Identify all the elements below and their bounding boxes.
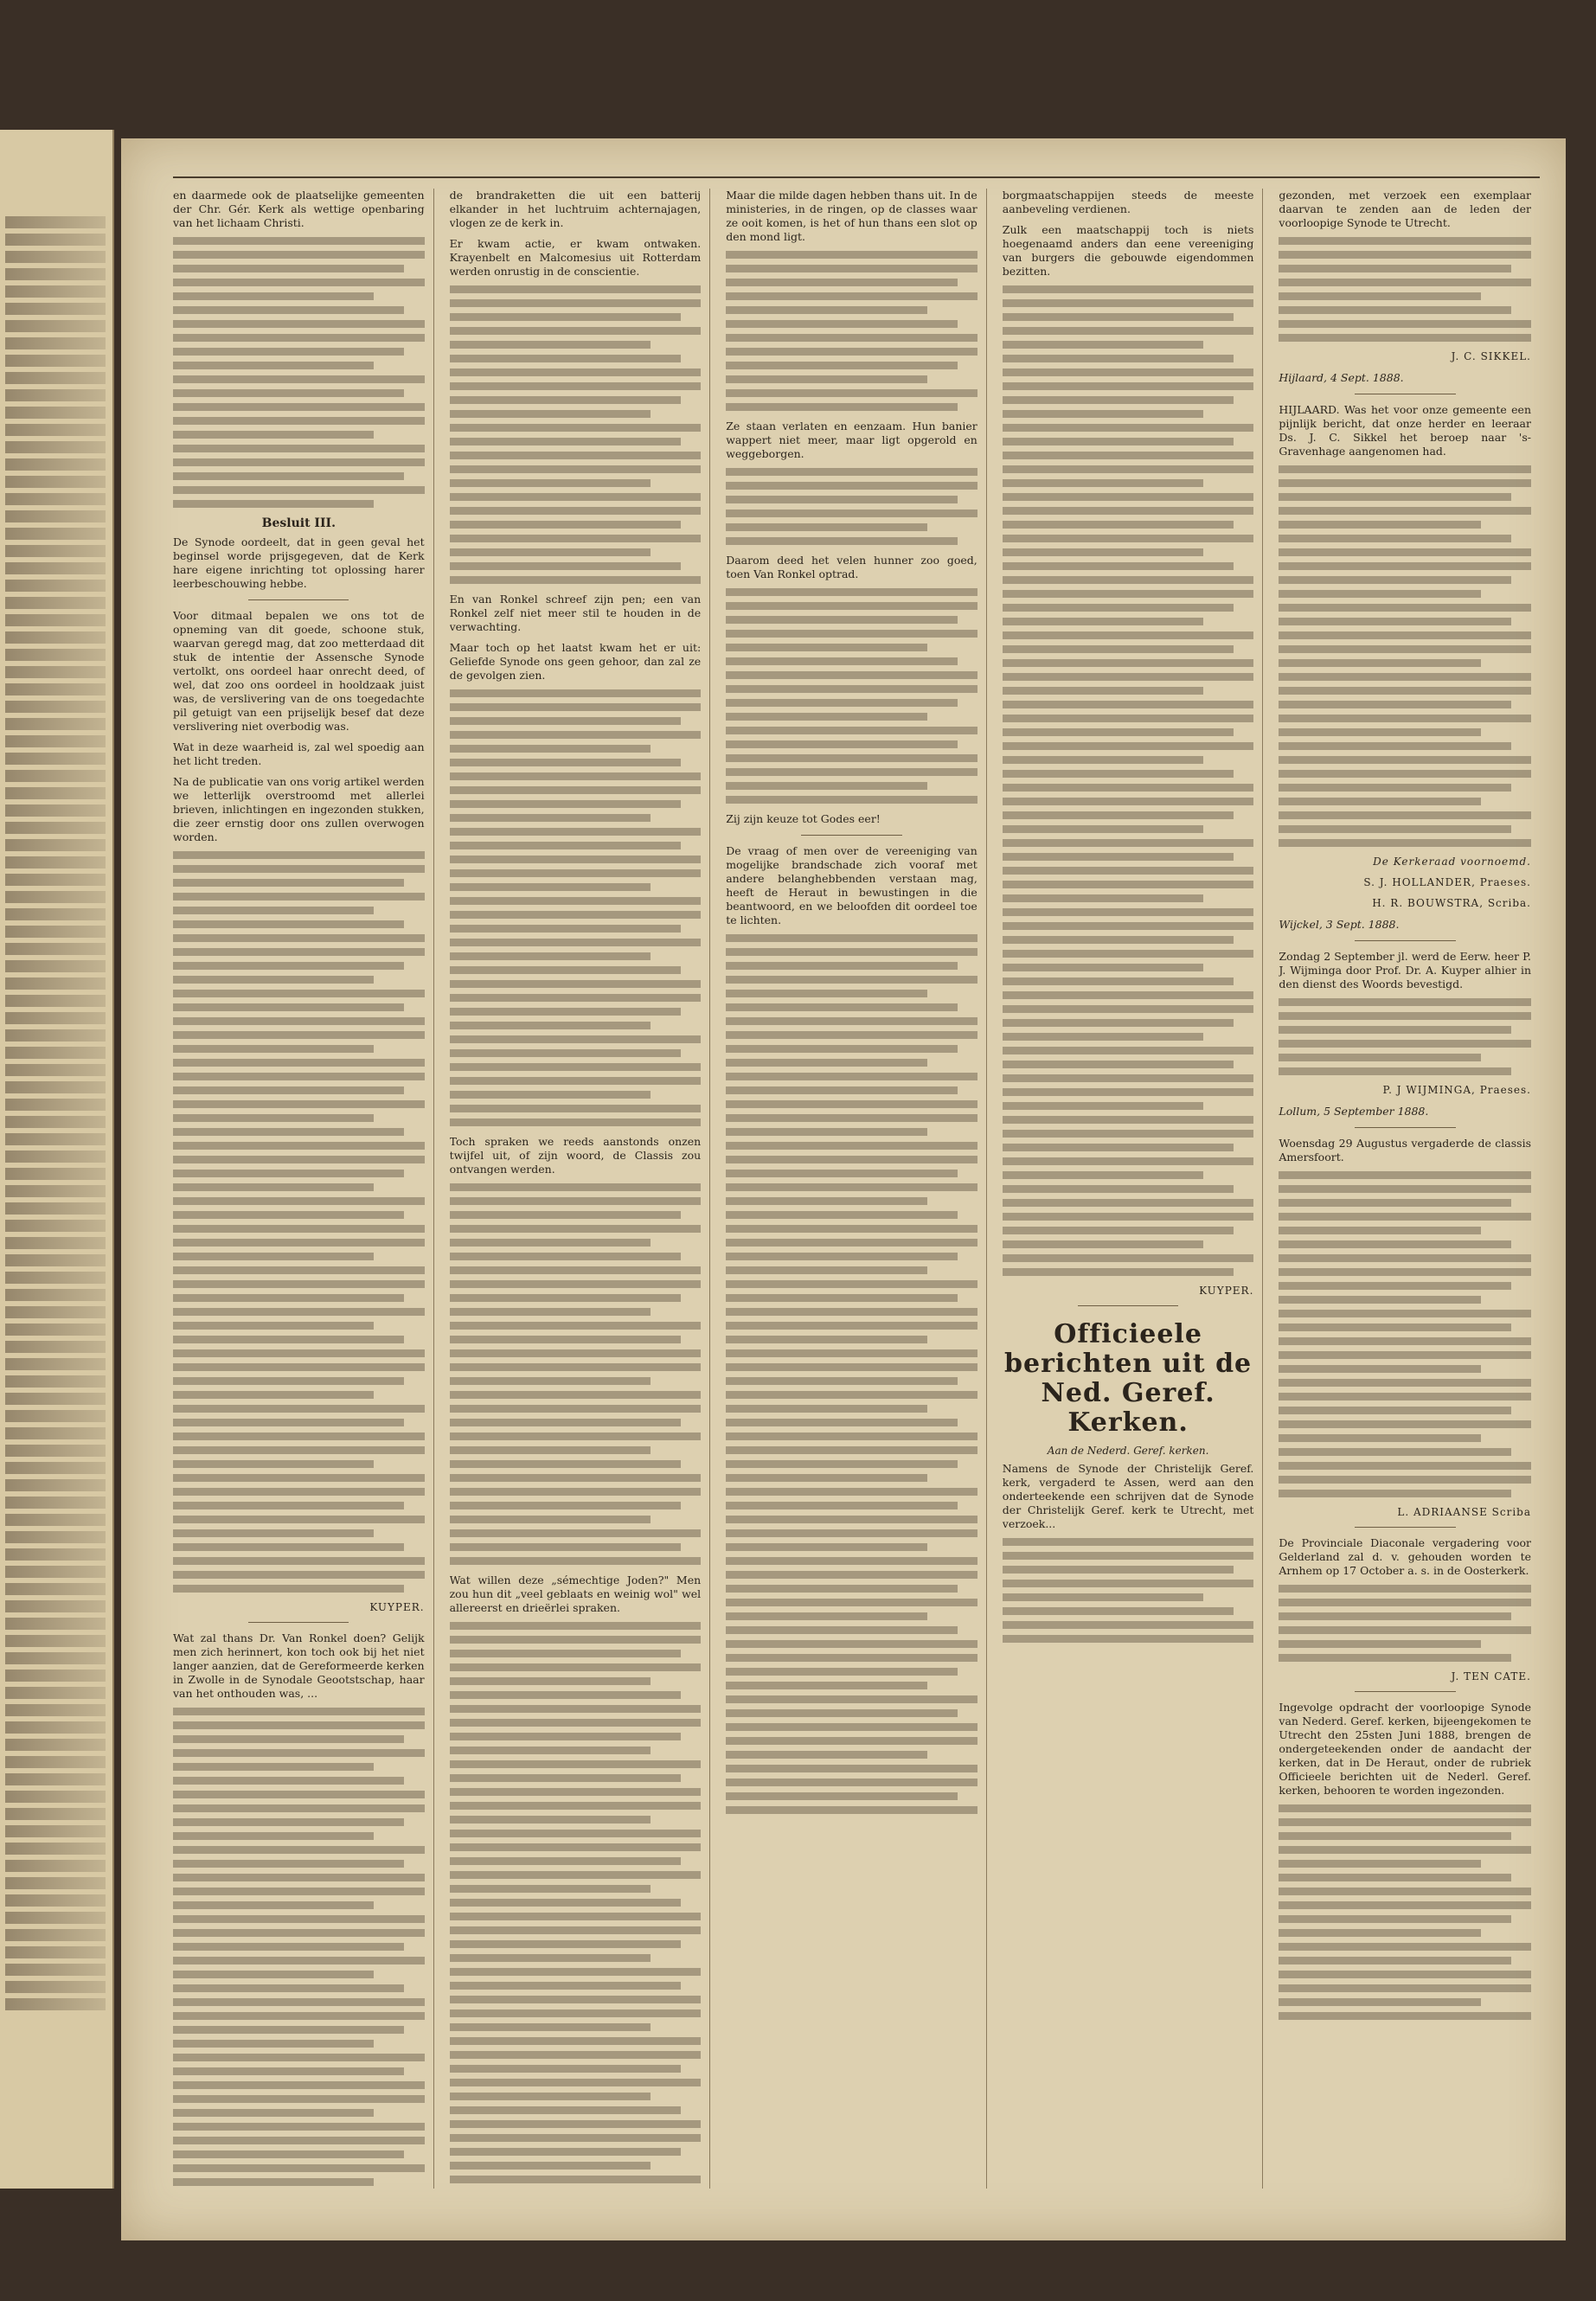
column-2-paragraph: En van Ronkel schreef zijn pen; een van Ronkel zelf niet meer stil te houden in de verwachting. [449, 593, 702, 633]
column-5-text-block [1279, 465, 1531, 847]
column-3-text-block [726, 251, 977, 411]
column-1-paragraph: Voor ditmaal bepalen we ons tot de opneming van dit goede, schoone stuk, waarvan geregd mag, dat zoo metterdaad dit stuk de intentie der Assensche Synode vertolkt, ons oordeel haar onrecht deed, of wel, dat zoo ons oordeel in hooldzaak juist was, de verslivering van de ons toegedachte pil getuigt van een prijselijk besef dat deze verslivering niet overbodig was. [173, 609, 425, 733]
column-4-text-block [1003, 285, 1254, 1276]
signature-ten-cate: J. TEN CATE. [1451, 1670, 1531, 1682]
column-5-text-block [1279, 1171, 1531, 1497]
dateline: Hijlaard, 4 Sept. 1888. [1279, 371, 1404, 384]
column-3-paragraph: Zij zijn keuze tot Godes eer! [726, 812, 881, 825]
divider [1355, 1127, 1456, 1128]
column-5-text-block [1279, 1585, 1531, 1662]
divider [1355, 940, 1456, 941]
column-5-paragraph: Zondag 2 September jl. werd de Eerw. heer P. J. Wijminga door Prof. Dr. A. Kuyper alhier in den dienst des Woords bevestigd. [1279, 950, 1531, 990]
signature-adriaanse: L. ADRIAANSE Scriba [1397, 1506, 1531, 1518]
divider [1355, 1527, 1456, 1528]
column-1-paragraph: Wat zal thans Dr. Van Ronkel doen? Gelijk men zich herinnert, kon toch ook bij het niet langer aanzien, dat de Gereformeerde kerken in Zwolle in de Synodale Geootstschap, haar van het onthouden was, ... [173, 1631, 425, 1700]
column-1-text-block [173, 851, 425, 1593]
column-5-text-block [1279, 998, 1531, 1075]
column-3-paragraph: De vraag of men over de vereeniging van mogelijke brandschade zich vooraf met andere belanghebbenden verstaan mag, heeft de Heraut in bewustingen in die beantwoord, en we beloofden dit oordeel toe te lichten. [726, 844, 977, 926]
adjacent-page-edge [0, 130, 114, 2189]
column-5-text-block [1279, 237, 1531, 342]
official-announcements-title: Officieele berichten uit de Ned. Geref. Kerken. [1004, 1319, 1253, 1438]
text-columns [173, 189, 1540, 2189]
column-3-paragraph: Ze staan verlaten en eenzaam. Hun banier wappert niet meer, maar ligt opgerold en weggeborgen. [726, 420, 977, 460]
column-1-text-block [173, 237, 425, 508]
column-1 [173, 189, 434, 2189]
column-5-paragraph: De Provinciale Diaconale vergadering voor Gelderland zal d. v. gehouden worden te Arnhem op 17 October a. s. in de Oosterkerk. [1279, 1536, 1531, 1577]
signature-kuyper: KUYPER. [369, 1601, 425, 1613]
signature-hollander: S. J. HOLLANDER, Praeses. [1363, 876, 1531, 888]
column-2-paragraph: Maar toch op het laatst kwam het er uit: Geliefde Synode ons geen gehoor, dan zal ze de gevolgen zien. [449, 641, 702, 682]
column-2-paragraph: Toch spraken we reeds aanstonds onzen twijfel uit, of zijn woord, de Classis zou ontvangen werden. [449, 1135, 702, 1176]
divider [248, 599, 349, 600]
column-1-paragraph: Na de publicatie van ons vorig artikel werden we letterlijk overstroomd met allerlei brieven, inlichtingen en ingezonden stukken, die zeer ernstig door ons zullen overwogen worden. [173, 775, 425, 843]
besluit-text: De Synode oordeelt, dat in geen geval het beginsel worde prijsgegeven, dat de Kerk hare eigene inrichting tot oplossing harer leerbeschouwing hebbe. [173, 535, 425, 590]
column-2-text-block [450, 1183, 702, 1565]
column-5-paragraph: Woensdag 29 Augustus vergaderde de classis Amersfoort. [1279, 1137, 1531, 1163]
column-2-text-block [450, 285, 702, 584]
column-5-paragraph: HIJLAARD. Was het voor onze gemeente een pijnlijk bericht, dat onze herder en leeraar Ds. J. C. Sikkel het beroep naar 's-Gravenhage aangenomen had. [1279, 403, 1531, 458]
header-rule [173, 176, 1540, 178]
column-4-paragraph: Zulk een maatschappij toch is niets hoegenaamd anders dan eene vereeniging van burgers die gebouwde eigendommen bezitten. [1002, 223, 1254, 278]
column-3-text-block [726, 934, 977, 1814]
column-3-text-block [726, 468, 977, 545]
column-3-text-block [726, 588, 977, 804]
column-4-paragraph: Namens de Synode der Christelijk Geref. kerk, vergaderd te Assen, werd aan den onderteekende een schrijven dat de Synode der Christelijk Geref. kerk te Utrecht, met verzoek... [1002, 1462, 1254, 1530]
dateline: Lollum, 5 September 1888. [1279, 1105, 1429, 1118]
column-2-paragraph: Er kwam actie, er kwam ontwaken. Krayenbelt en Malcomesius uit Rotterdam werden onrustig in de conscientie. [449, 237, 702, 278]
column-1-top-text: en daarmede ook de plaatselijke gemeenten der Chr. Gér. Kerk als wettige openbaring van het lichaam Christi. [173, 189, 425, 229]
column-2-text-block [450, 689, 702, 1126]
signature-bouwstra: H. R. BOUWSTRA, Scriba. [1372, 897, 1531, 909]
divider [801, 835, 901, 836]
signature-wijminga: P. J WIJMINGA, Praeses. [1382, 1084, 1531, 1096]
besluit-heading: Besluit III. [261, 516, 336, 530]
column-4-paragraph: borgmaatschappijen steeds de meeste aanbeveling verdienen. [1002, 189, 1254, 215]
dateline: Wijckel, 3 Sept. 1888. [1279, 918, 1400, 931]
divider [1355, 1691, 1456, 1692]
column-3-paragraph: Maar die milde dagen hebben thans uit. In de ministeries, in de ringen, op de classes waar ze ooit komen, is het of hun thans een slot op den mond ligt. [726, 189, 977, 243]
column-5 [1279, 189, 1540, 2189]
column-1-text-block [173, 1708, 425, 2189]
column-2-text-block [450, 1622, 702, 2189]
column-4 [1003, 189, 1264, 2189]
column-4-text-block [1003, 1538, 1254, 1643]
signature-kuyper: KUYPER. [1199, 1285, 1254, 1297]
column-2-paragraph: de brandraketten die uit een batterij elkander in het luchtruim achternajagen, vlogen ze de kerk in. [449, 189, 702, 229]
column-5-paragraph: Ingevolge opdracht der voorloopige Synode van Nederd. Geref. kerken, bijeengekomen te Utrecht den 25sten Juni 1888, brengen de ondergeteekenden onder de aandacht der kerken, dat in De Heraut, onder de rubriek Officieele berichten uit de Nederl. Geref. kerken, behooren te worden ingezonden. [1279, 1701, 1531, 1797]
divider [248, 1622, 349, 1623]
column-5-paragraph: gezonden, met verzoek een exemplaar daarvan te zenden aan de leden der voorloopige Synode te Utrecht. [1279, 189, 1531, 229]
adjacent-page-text [5, 216, 106, 2154]
kerkeraad-line: De Kerkeraad voornoemd. [1373, 856, 1531, 868]
divider [1078, 1305, 1178, 1306]
column-2-paragraph: Wat willen deze „sémechtige Joden?" Men zou hun dit „veel geblaats en weinig wol" wel allereerst en drieërlei spraken. [449, 1574, 702, 1614]
column-2 [450, 189, 711, 2189]
column-1-paragraph: Wat in deze waarheid is, zal wel spoedig aan het licht treden. [173, 740, 425, 767]
official-announcements-subtitle: Aan de Nederd. Geref. kerken. [1047, 1445, 1209, 1457]
column-3 [726, 189, 987, 2189]
column-3-paragraph: Daarom deed het velen hunner zoo goed, toen Van Ronkel optrad. [726, 554, 977, 580]
column-5-text-block [1279, 1804, 1531, 2020]
newspaper-page [121, 138, 1566, 2240]
signature-sikkel: J. C. SIKKEL. [1451, 350, 1531, 362]
